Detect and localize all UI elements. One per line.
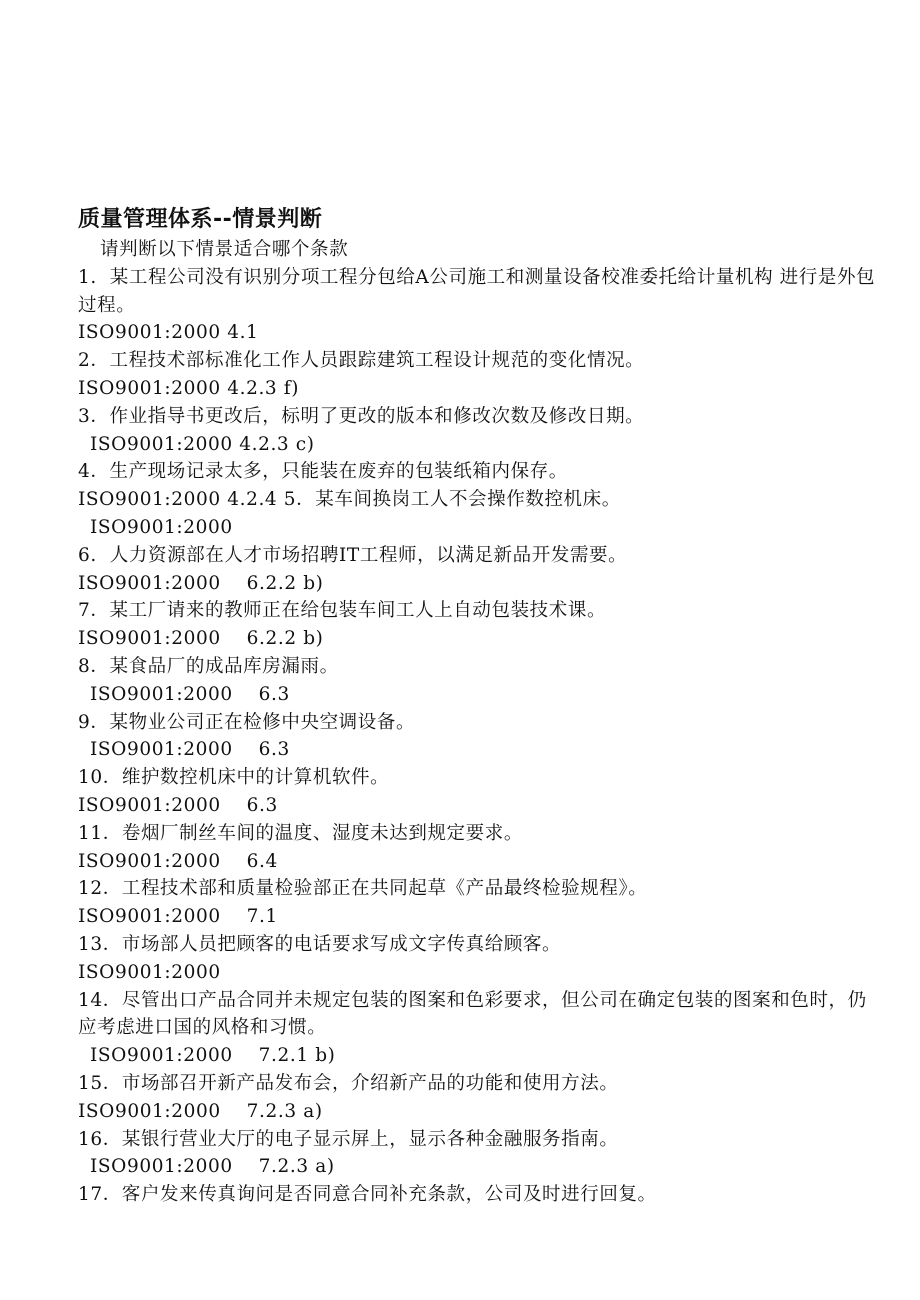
- scenario-text: 16．某银行营业大厅的电子显示屏上，显示各种金融服务指南。: [78, 1128, 619, 1150]
- scenario-text: 17．客户发来传真询问是否同意合同补充条款，公司及时进行回复。: [78, 1184, 657, 1206]
- scenario-list: [78, 264, 878, 1209]
- clause-reference: ISO9001:2000 7.2.1 b): [90, 1045, 336, 1067]
- clause-reference: ISO9001:2000 6.3: [78, 794, 278, 816]
- clause-reference: ISO9001:2000: [90, 516, 233, 538]
- scenario-text: 7．某工厂请来的教师正在给包装车间工人上自动包装技术课。: [78, 600, 607, 622]
- clause-reference: ISO9001:2000 4.1: [78, 322, 259, 344]
- scenario-text: 11．卷烟厂制丝车间的温度、湿度未达到规定要求。: [78, 822, 523, 844]
- scenario-text: 15．市场部召开新产品发布会，介绍新产品的功能和使用方法。: [78, 1072, 619, 1094]
- scenario-text: 10．维护数控机床中的计算机软件。: [78, 767, 390, 789]
- clause-reference: ISO9001:2000 4.2.4 5．某车间换岗工人不会操作数控机床。: [78, 489, 621, 511]
- scenario-text: 3．作业指导书更改后，标明了更改的版本和修改次数及修改日期。: [78, 405, 645, 427]
- clause-reference: ISO9001:2000 6.2.2 b): [78, 572, 324, 594]
- clause-reference: ISO9001:2000 7.2.3 a): [90, 1156, 335, 1178]
- clause-reference: ISO9001:2000 7.2.3 a): [78, 1100, 323, 1122]
- clause-reference: ISO9001:2000 4.2.3 f): [78, 377, 300, 399]
- clause-reference: ISO9001:2000 6.3: [90, 683, 290, 705]
- document-page: [78, 204, 878, 1209]
- scenario-text: 13．市场部人员把顾客的电话要求写成文字传真给顾客。: [78, 933, 562, 955]
- scenario-text: 1. 某工程公司没有识别分项工程分包给A公司施工和测量设备校准委托给计量机构 进行是外包过程。: [78, 266, 876, 316]
- clause-reference: ISO9001:2000 4.2.3 c): [90, 433, 315, 455]
- scenario-text: 4．生产现场记录太多，只能装在废弃的包装纸箱内保存。: [78, 461, 568, 483]
- document-title: 质量管理体系--情景判断: [78, 207, 323, 232]
- clause-reference: ISO9001:2000: [78, 961, 221, 983]
- scenario-text: 12．工程技术部和质量检验部正在共同起草《产品最终检验规程》。: [78, 878, 648, 900]
- clause-reference: ISO9001:2000 7.1: [78, 906, 278, 928]
- clause-reference: ISO9001:2000 6.4: [78, 850, 278, 872]
- scenario-text: 6. 人力资源部在人才市场招聘IT工程师，以满足新品开发需要。: [78, 544, 628, 566]
- document-subtitle: 请判断以下情景适合哪个条款: [100, 239, 349, 260]
- clause-reference: ISO9001:2000 6.2.2 b): [78, 628, 324, 650]
- scenario-text: 2．工程技术部标准化工作人员跟踪建筑工程设计规范的变化情况。: [78, 350, 645, 372]
- clause-reference: ISO9001:2000 6.3: [90, 739, 290, 761]
- scenario-text: 8．某食品厂的成品库房漏雨。: [78, 655, 339, 677]
- scenario-text: 9．某物业公司正在检修中央空调设备。: [78, 711, 416, 733]
- scenario-text: 14．尽管出口产品合同并未规定包装的图案和色彩要求，但公司在确定包装的图案和色时，仍应考虑进口国的风格和习惯。: [78, 989, 867, 1039]
